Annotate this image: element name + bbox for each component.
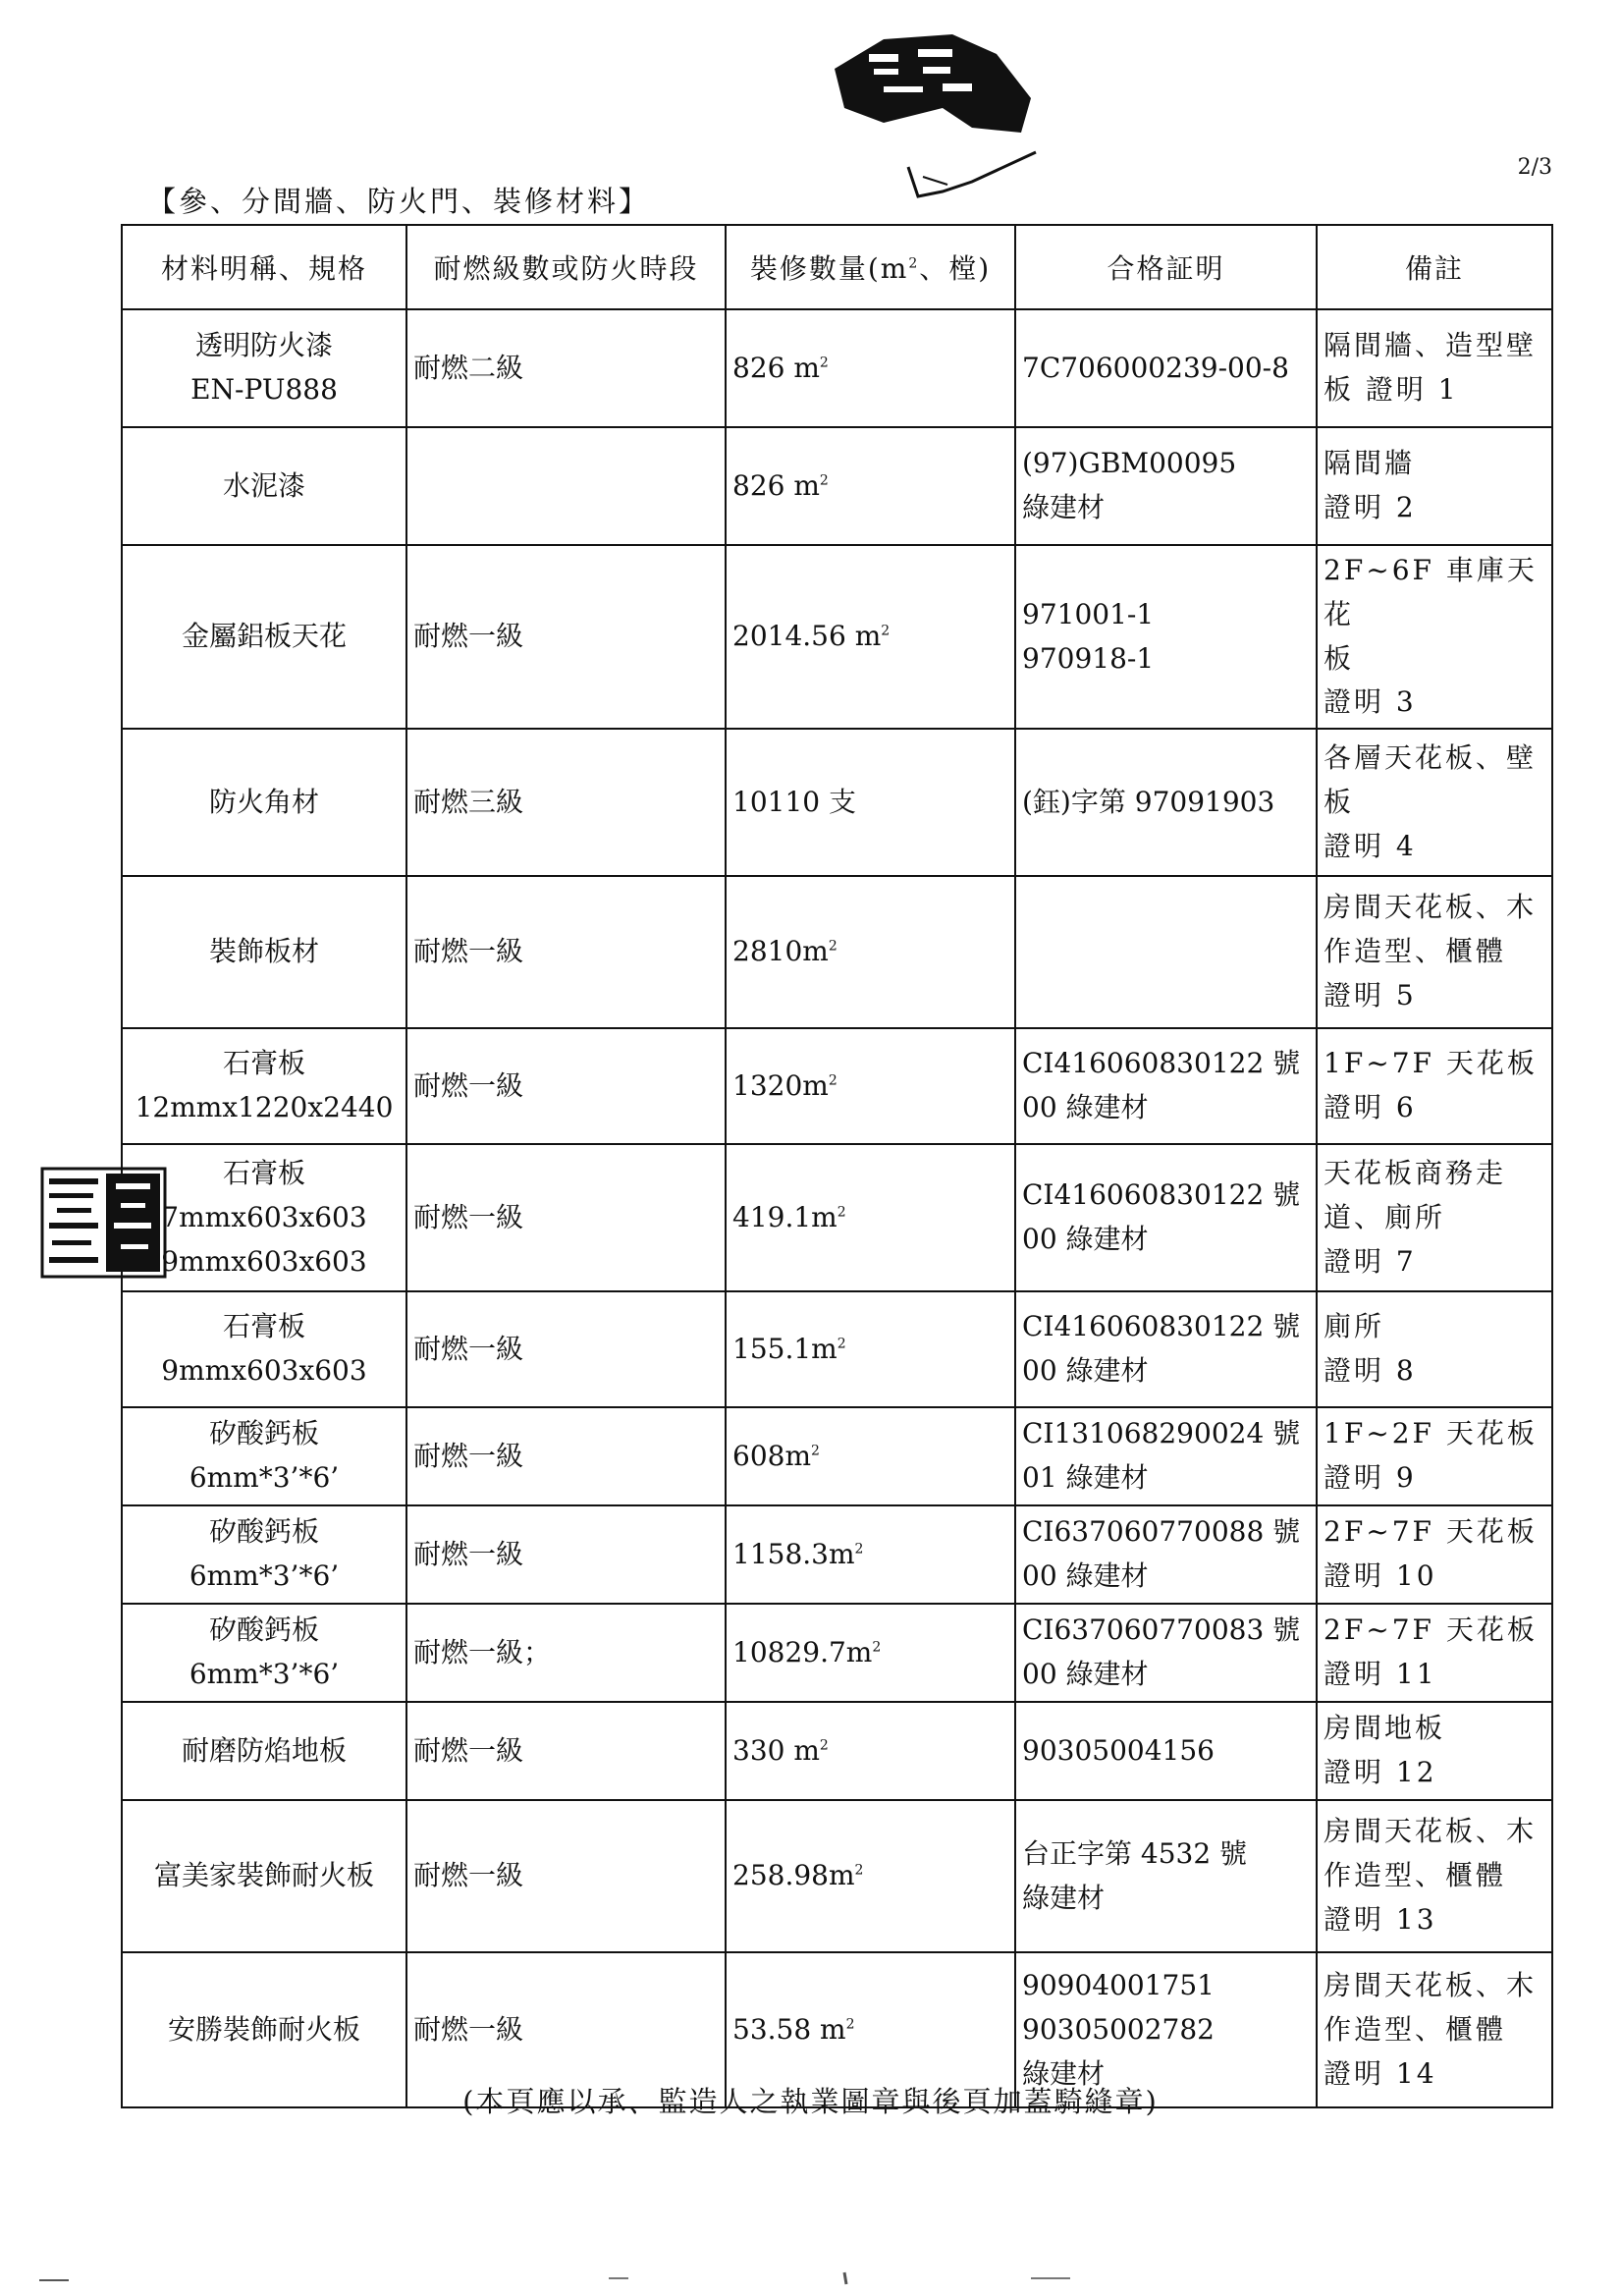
cell-line: 證明 10	[1324, 1559, 1437, 1593]
table-row	[122, 1505, 1552, 1604]
cell-line: 90904001751	[1022, 1968, 1215, 2001]
table-row	[122, 1800, 1552, 1952]
table-row	[122, 427, 1552, 545]
cell-certificate	[1015, 876, 1317, 1028]
cell-quantity	[726, 545, 1015, 729]
cell-line: 1F~7F 天花板	[1324, 1047, 1538, 1080]
cell-line: EN-PU888	[190, 373, 338, 406]
cell-remark	[1317, 1291, 1552, 1407]
cell-fire-grade: 耐燃一級	[406, 1144, 726, 1291]
cell-fire-grade: 耐燃一級	[406, 1505, 726, 1604]
quantity-value: 826 m	[732, 468, 820, 502]
cell-line: 房間天花板、木	[1324, 1815, 1538, 1848]
header-qty: 裝修數量($m^2$、樘)	[726, 225, 1015, 309]
cell-material-name	[122, 427, 406, 545]
cell-material-name	[122, 729, 406, 876]
cell-line: 耐磨防焰地板	[181, 1733, 347, 1767]
cell-line: 板	[1324, 641, 1355, 675]
cell-line: 9mmx603x603	[161, 1354, 367, 1388]
cell-line: 石膏板	[222, 1047, 305, 1080]
cell-fire-grade: 耐燃一級	[406, 876, 726, 1028]
page-number: 2/3	[1517, 155, 1552, 180]
cell-remark	[1317, 876, 1552, 1028]
cell-line: 2F~6F 車庫天花	[1324, 554, 1538, 630]
cell-remark	[1317, 1144, 1552, 1291]
cell-certificate	[1015, 427, 1317, 545]
cell-fire-grade: 耐燃一級；	[406, 1604, 726, 1702]
materials-table	[121, 224, 1553, 2108]
cell-material-name	[122, 309, 406, 427]
cell-line: 00 綠建材	[1022, 1354, 1149, 1388]
cell-material-name	[122, 876, 406, 1028]
cell-line: 裝飾板材	[208, 935, 319, 968]
cell-line: 90305002782	[1022, 2012, 1215, 2046]
cell-certificate	[1015, 309, 1317, 427]
cell-fire-grade: 耐燃二級	[406, 309, 726, 427]
stamp-seal-side	[37, 1164, 170, 1282]
quantity-value: 2014.56 m	[732, 620, 882, 653]
cell-line: CI416060830122 號	[1022, 1178, 1301, 1212]
cell-line: 01 綠建材	[1022, 1461, 1149, 1495]
cell-line: CI416060830122 號	[1022, 1310, 1301, 1343]
cell-line: 矽酸鈣板	[208, 1417, 319, 1450]
cell-line: 00 綠建材	[1022, 1559, 1149, 1593]
cell-line: 證明 7	[1324, 1244, 1417, 1278]
cell-fire-grade: 耐燃一級	[406, 1291, 726, 1407]
cell-material-name	[122, 1702, 406, 1800]
cell-line: 廁所	[1324, 1310, 1385, 1343]
cell-quantity	[726, 1028, 1015, 1144]
quantity-unit-exponent: 2	[837, 1204, 846, 1221]
cell-line: 證明 11	[1324, 1658, 1437, 1691]
cell-remark	[1317, 1028, 1552, 1144]
cell-line: 證明 3	[1324, 685, 1417, 719]
cell-remark	[1317, 1702, 1552, 1800]
cell-material-name	[122, 1407, 406, 1505]
quantity-value: 53.58 m	[732, 2012, 846, 2046]
cell-line: 證明 8	[1324, 1354, 1417, 1388]
table-row	[122, 1144, 1552, 1291]
cell-certificate	[1015, 1505, 1317, 1604]
cell-line: 證明 9	[1324, 1461, 1417, 1495]
quantity-unit-exponent: 2	[819, 355, 829, 371]
table-row	[122, 729, 1552, 876]
cell-remark	[1317, 1407, 1552, 1505]
cell-line: 00 綠建材	[1022, 1658, 1149, 1691]
cell-line: 00 綠建材	[1022, 1091, 1149, 1124]
cell-line: 2F~7F 天花板	[1324, 1613, 1538, 1647]
cell-line: 90305004156	[1022, 1733, 1215, 1767]
cell-line: 房間天花板、木	[1324, 891, 1538, 924]
cell-line: 證明 6	[1324, 1091, 1417, 1124]
cell-line: 證明 12	[1324, 1756, 1437, 1789]
cell-line: 房間地板	[1324, 1712, 1446, 1745]
cell-fire-grade: 耐燃一級	[406, 1952, 726, 2107]
cell-material-name	[122, 1505, 406, 1604]
cell-fire-grade: 耐燃一級	[406, 1702, 726, 1800]
table-row	[122, 876, 1552, 1028]
cell-line: 證明 14	[1324, 2056, 1437, 2090]
cell-line: CI416060830122 號	[1022, 1047, 1301, 1080]
cell-line: 綠建材	[1022, 1881, 1106, 1914]
cell-remark	[1317, 427, 1552, 545]
cell-quantity	[726, 1505, 1015, 1604]
cell-line: 2F~7F 天花板	[1324, 1515, 1538, 1549]
table-row	[122, 1028, 1552, 1144]
quantity-unit-exponent: 2	[854, 1862, 864, 1879]
cell-line: 道、廁所	[1324, 1200, 1446, 1233]
header-cert: 合格証明	[1015, 225, 1317, 309]
cell-fire-grade	[406, 427, 726, 545]
cell-certificate	[1015, 1702, 1317, 1800]
cell-fire-grade: 耐燃一級	[406, 1407, 726, 1505]
cell-certificate	[1015, 1604, 1317, 1702]
cell-remark	[1317, 1800, 1552, 1952]
table-row	[122, 545, 1552, 729]
cell-line: 970918-1	[1022, 641, 1155, 675]
cell-line: CI637060770083 號	[1022, 1613, 1301, 1647]
cell-line: 證明 13	[1324, 1903, 1437, 1937]
cell-line: 7mmx603x603	[161, 1200, 367, 1233]
cell-line: 防火角材	[208, 785, 319, 818]
cell-line: 證明 4	[1324, 829, 1417, 862]
quantity-value: 10110 支	[732, 785, 856, 818]
cell-line: 12mmx1220x2440	[135, 1091, 394, 1124]
table-row	[122, 1291, 1552, 1407]
cell-certificate	[1015, 545, 1317, 729]
cell-line: 各層天花板、壁	[1324, 740, 1538, 774]
quantity-unit-exponent: 2	[837, 1336, 846, 1352]
cell-remark	[1317, 309, 1552, 427]
cell-material-name	[122, 1291, 406, 1407]
cell-material-name	[122, 545, 406, 729]
cell-line: 矽酸鈣板	[208, 1515, 319, 1549]
cell-fire-grade: 耐燃一級	[406, 545, 726, 729]
cell-fire-grade: 耐燃一級	[406, 1800, 726, 1952]
cell-line: 石膏板	[222, 1310, 305, 1343]
quantity-unit-exponent: 2	[872, 1639, 882, 1656]
cell-fire-grade: 耐燃一級	[406, 1028, 726, 1144]
cell-line: 綠建材	[1022, 2056, 1106, 2090]
cell-line: 綠建材	[1022, 491, 1106, 523]
cell-remark	[1317, 1505, 1552, 1604]
cell-quantity	[726, 1144, 1015, 1291]
quantity-value: 155.1m	[732, 1332, 838, 1365]
cell-fire-grade: 耐燃三級	[406, 729, 726, 876]
cell-line: 證明 5	[1324, 979, 1417, 1012]
cell-line: 金屬鋁板天花	[181, 620, 347, 653]
quantity-unit-exponent: 2	[845, 2016, 855, 2033]
cell-line: CI131068290024 號	[1022, 1417, 1301, 1450]
cell-certificate	[1015, 1028, 1317, 1144]
cell-certificate	[1015, 1291, 1317, 1407]
cell-material-name	[122, 1604, 406, 1702]
cell-line: 6mm*3’*6’	[189, 1461, 340, 1495]
cell-line: 作造型、櫃體	[1324, 1859, 1507, 1892]
cell-line: 板	[1324, 785, 1355, 818]
quantity-unit-exponent: 2	[828, 1072, 838, 1089]
table-header-row	[122, 225, 1552, 309]
cell-line: 矽酸鈣板	[208, 1613, 319, 1647]
cell-quantity	[726, 427, 1015, 545]
header-name: 材料明稱、規格	[122, 225, 406, 309]
cell-line: 9mmx603x603	[161, 1244, 367, 1278]
quantity-unit-exponent: 2	[828, 938, 838, 955]
quantity-value: 10829.7m	[732, 1635, 873, 1668]
cell-line: 7C706000239-00-8	[1022, 351, 1289, 384]
cell-material-name	[122, 1028, 406, 1144]
table-row	[122, 1702, 1552, 1800]
cell-line: (97)GBM00095	[1022, 447, 1237, 480]
cell-quantity	[726, 1604, 1015, 1702]
cell-remark	[1317, 729, 1552, 876]
scan-marks	[0, 2270, 1621, 2290]
cell-quantity	[726, 876, 1015, 1028]
header-note: 備註	[1317, 225, 1552, 309]
quantity-unit-exponent: 2	[819, 1737, 829, 1754]
table-row	[122, 1604, 1552, 1702]
cell-line: 安勝裝飾耐火板	[167, 2012, 360, 2046]
cell-remark	[1317, 545, 1552, 729]
cell-quantity	[726, 309, 1015, 427]
cell-line: 隔間牆、造型壁	[1324, 329, 1538, 362]
cell-quantity	[726, 1407, 1015, 1505]
cell-quantity	[726, 1800, 1015, 1952]
cell-line: (鈺)字第 97091903	[1022, 785, 1275, 818]
quantity-value: 1158.3m	[732, 1537, 855, 1570]
cell-certificate	[1015, 1800, 1317, 1952]
cell-line: 隔間牆	[1324, 447, 1416, 480]
cell-line: 富美家裝飾耐火板	[153, 1859, 374, 1892]
quantity-unit-exponent: 2	[881, 623, 891, 639]
quantity-value: 1320m	[732, 1068, 829, 1102]
cell-line: 971001-1	[1022, 597, 1155, 630]
cell-line: 天花板商務走	[1324, 1156, 1507, 1189]
cell-quantity	[726, 1702, 1015, 1800]
footer-note: (本頁應以承、監造人之執業圖章與後頁加蓋騎縫章)	[462, 2085, 1159, 2118]
cell-certificate	[1015, 1407, 1317, 1505]
cell-line: 作造型、櫃體	[1324, 935, 1507, 968]
table-row	[122, 1407, 1552, 1505]
cell-certificate	[1015, 1144, 1317, 1291]
cell-line: 作造型、櫃體	[1324, 2012, 1507, 2046]
quantity-value: 2810m	[732, 935, 829, 968]
cell-line: 水泥漆	[222, 468, 305, 502]
quantity-unit-exponent: 2	[811, 1443, 820, 1459]
cell-line: 板 證明 1	[1324, 373, 1459, 406]
table-row	[122, 309, 1552, 427]
quantity-value: 419.1m	[732, 1200, 838, 1233]
cell-material-name	[122, 1800, 406, 1952]
quantity-value: 258.98m	[732, 1859, 855, 1892]
cell-quantity	[726, 1291, 1015, 1407]
cell-remark	[1317, 1604, 1552, 1702]
stamp-seal-top	[825, 29, 1036, 137]
cell-line: CI637060770088 號	[1022, 1515, 1301, 1549]
cell-line: 證明 2	[1324, 491, 1417, 523]
cell-line: 00 綠建材	[1022, 1223, 1149, 1256]
cell-line: 透明防火漆	[194, 329, 333, 362]
cell-line: 1F~2F 天花板	[1324, 1417, 1538, 1450]
cell-line: 6mm*3’*6’	[189, 1658, 340, 1691]
cell-line: 石膏板	[222, 1156, 305, 1189]
cell-certificate	[1015, 729, 1317, 876]
cell-quantity	[726, 729, 1015, 876]
quantity-value: 608m	[732, 1439, 811, 1472]
header-grade: 耐燃級數或防火時段	[406, 225, 726, 309]
cell-line: 6mm*3’*6’	[189, 1559, 340, 1593]
cell-line: 台正字第 4532 號	[1022, 1836, 1248, 1870]
quantity-unit-exponent: 2	[819, 472, 829, 489]
cell-line: 房間天花板、木	[1324, 1968, 1538, 2001]
signature-mark	[903, 147, 1041, 206]
quantity-value: 826 m	[732, 351, 820, 384]
section-title: 【參、分間牆、防火門、裝修材料】	[147, 185, 651, 218]
quantity-unit-exponent: 2	[854, 1541, 864, 1558]
quantity-value: 330 m	[732, 1733, 820, 1767]
